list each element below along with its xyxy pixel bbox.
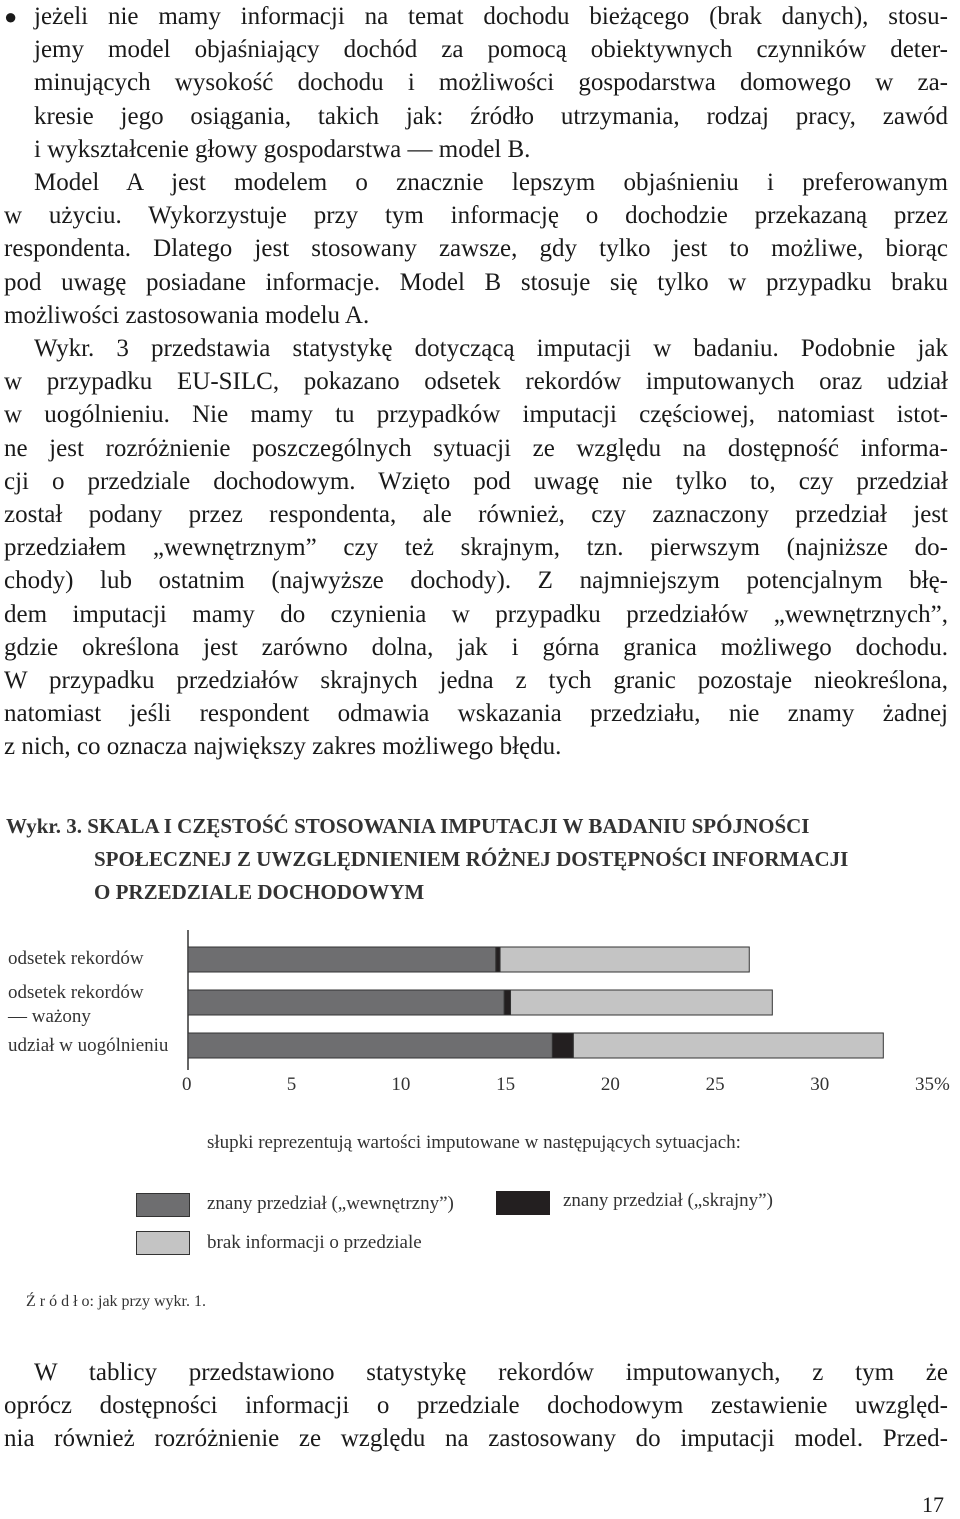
figure-title-line: O PRZEDZIALE DOCHODOWYM bbox=[94, 880, 425, 904]
bar-segment bbox=[511, 990, 773, 1015]
text-line: oprócz dostępności informacji o przedziale dochodowym zestawienie uwzględ- bbox=[4, 1392, 948, 1420]
text-line: został podany przez respondenta, ale również, czy zaznaczony przedział jest bbox=[4, 501, 948, 529]
legend-label-extreme: znany przedział („skrajny”) bbox=[563, 1190, 773, 1211]
x-tick-label: 15 bbox=[496, 1074, 516, 1095]
x-tick-label: 30 bbox=[810, 1074, 830, 1095]
text-line: respondenta. Dlatego jest stosowany zawsze, gdy tylko jest to możliwe, biorąc bbox=[4, 235, 948, 263]
text-line: W tablicy przedstawiono statystykę rekordów imputowanych, z tym że bbox=[34, 1359, 948, 1386]
figure-source: Ź r ó d ł o: jak przy wykr. 1. bbox=[26, 1293, 206, 1310]
text-line: Model A jest modelem o znacznie lepszym objaśnieniu i preferowanym bbox=[34, 169, 948, 196]
x-tick-label: 20 bbox=[600, 1074, 620, 1095]
text-line: natomiast jeśli respondent odmawia wskazania przedziału, nie znamy żadnej bbox=[4, 700, 948, 728]
category-label-line: odsetek rekordów bbox=[8, 982, 144, 1003]
bar-segment bbox=[188, 947, 496, 972]
text-line: ne jest rozróżnienie poszczególnych sytuacji ze względu na dostępność informa- bbox=[4, 434, 948, 462]
text-line: jeżeli nie mamy informacji na temat dochodu bieżącego (brak danych), stosu- bbox=[34, 3, 948, 30]
category-label-line: udział w uogólnieniu bbox=[8, 1035, 169, 1056]
text-line: minujących wysokość dochodu i możliwości gospodarstwa domowego w za- bbox=[34, 69, 948, 97]
x-tick-label: 25 bbox=[705, 1074, 725, 1095]
text-line: gdzie określona jest zarówno dolna, jak i górna granica możliwego dochodu. bbox=[4, 633, 948, 661]
category-label-line: odsetek rekordów bbox=[8, 948, 144, 969]
text-line: kresie jego osiągania, takich jak: źródło utrzymania, rodzaj pracy, zawód bbox=[34, 102, 948, 130]
category-label-line: — ważony bbox=[8, 1006, 91, 1027]
legend-label-no-info: brak informacji o przedziale bbox=[207, 1232, 422, 1253]
legend-swatch-no-info bbox=[136, 1231, 190, 1255]
bar-segment bbox=[504, 990, 510, 1015]
bar-segment bbox=[573, 1033, 883, 1058]
bullet-dot: ● bbox=[4, 4, 18, 29]
text-line: i wykształcenie głowy gospodarstwa — model B. bbox=[34, 135, 531, 163]
legend-swatch-extreme bbox=[496, 1191, 550, 1215]
x-tick-label: 0 bbox=[182, 1074, 192, 1095]
legend-header: słupki reprezentują wartości imputowane w następujących sytuacjach: bbox=[207, 1132, 741, 1153]
x-tick-label: 10 bbox=[391, 1074, 411, 1095]
text-line: w uogólnieniu. Nie mamy tu przypadków imputacji częściowej, natomiast istot- bbox=[4, 401, 948, 429]
bar-segment bbox=[188, 990, 504, 1015]
text-line: nia również rozróżnienie ze względu na zastosowany do imputacji model. Przed- bbox=[4, 1425, 948, 1453]
bar-segment bbox=[496, 947, 500, 972]
chart-bars bbox=[0, 930, 960, 1070]
bar-segment bbox=[500, 947, 749, 972]
text-line: z nich, co oznacza największy zakres możliwego błędu. bbox=[4, 733, 562, 761]
text-line: możliwości zastosowania modelu A. bbox=[4, 301, 370, 329]
figure-title-line: SPOŁECZNEJ Z UWZGLĘDNIENIEM RÓŻNEJ DOSTĘPNOŚCI INFORMACJI bbox=[94, 847, 849, 871]
bars-group bbox=[188, 947, 883, 1058]
text-line: pod uwagę posiadane informacje. Model B stosuje się tylko w przypadku braku bbox=[4, 268, 948, 296]
paragraph-model-a bbox=[4, 166, 948, 332]
legend-swatch-internal bbox=[136, 1193, 190, 1217]
bullet-paragraph bbox=[34, 0, 948, 166]
text-line: w przypadku EU-SILC, pokazano odsetek rekordów imputowanych oraz udział bbox=[4, 368, 948, 396]
paragraph-table bbox=[4, 1356, 948, 1456]
x-tick-label: 5 bbox=[286, 1074, 297, 1095]
text-line: W przypadku przedziałów skrajnych jedna z tych granic pozostaje nieokreślona, bbox=[4, 667, 948, 695]
bar-segment bbox=[552, 1033, 573, 1058]
text-line: dem imputacji mamy do czynienia w przypadku przedziałów „wewnętrznych”, bbox=[4, 600, 948, 628]
bar-segment bbox=[188, 1033, 552, 1058]
figure-title-line: Wykr. 3. SKALA I CZĘSTOŚĆ STOSOWANIA IMPUTACJI W BADANIU SPÓJNOŚCI bbox=[6, 814, 810, 838]
text-line: cji o przedziale dochodowym. Wzięto pod uwagę nie tylko to, czy przedział bbox=[4, 467, 948, 495]
text-line: przedziałem „wewnętrznym” czy też skrajnym, tzn. pierwszym (najniższe do- bbox=[4, 534, 948, 562]
text-line: chody) lub ostatnim (najwyższe dochody). Z najmniejszym potencjalnym błę- bbox=[4, 567, 948, 595]
x-tick-label: 35% bbox=[915, 1074, 950, 1095]
text-line: jemy model objaśniający dochód za pomocą obiektywnych czynników deter- bbox=[34, 36, 948, 64]
page-number: 17 bbox=[922, 1492, 944, 1517]
paragraph-wykr3 bbox=[4, 332, 948, 764]
text-line: Wykr. 3 przedstawia statystykę dotyczącą imputacji w badaniu. Podobnie jak bbox=[34, 335, 948, 362]
legend-label-internal: znany przedział („wewnętrzny”) bbox=[207, 1193, 454, 1214]
figure-title bbox=[6, 810, 848, 909]
text-line: w użyciu. Wykorzystuje przy tym informację o dochodzie przekazaną przez bbox=[4, 202, 948, 230]
